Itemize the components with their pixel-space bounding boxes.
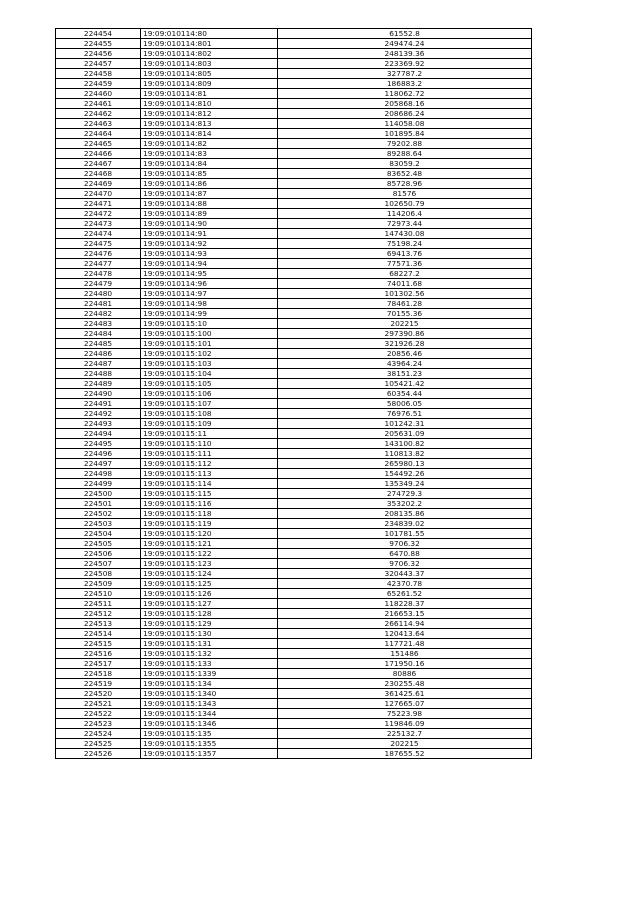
cadastral-number-cell: 19:09:010114:82 <box>141 139 278 149</box>
cadastral-number-cell: 19:09:010114:810 <box>141 99 278 109</box>
cadastral-number-cell: 19:09:010114:814 <box>141 129 278 139</box>
cadastral-number-cell: 19:09:010115:103 <box>141 359 278 369</box>
row-number-cell: 224522 <box>56 709 141 719</box>
row-number-cell: 224476 <box>56 249 141 259</box>
table-row <box>56 59 532 69</box>
cadastral-number-cell: 19:09:010115:105 <box>141 379 278 389</box>
value-cell: 135349.24 <box>278 479 532 489</box>
table-row <box>56 79 532 89</box>
value-cell: 208686.24 <box>278 109 532 119</box>
value-cell: 117721.48 <box>278 639 532 649</box>
table-row <box>56 619 532 629</box>
row-number-cell: 224468 <box>56 169 141 179</box>
value-cell: 114058.08 <box>278 119 532 129</box>
row-number-cell: 224485 <box>56 339 141 349</box>
table-row <box>56 319 532 329</box>
value-cell: 78461.28 <box>278 299 532 309</box>
cadastral-number-cell: 19:09:010115:131 <box>141 639 278 649</box>
value-cell: 101302.56 <box>278 289 532 299</box>
table-row <box>56 189 532 199</box>
table-row <box>56 279 532 289</box>
value-cell: 6470.88 <box>278 549 532 559</box>
value-cell: 70155.36 <box>278 309 532 319</box>
cadastral-number-cell: 19:09:010114:94 <box>141 259 278 269</box>
table-row <box>56 739 532 749</box>
value-cell: 186883.2 <box>278 79 532 89</box>
row-number-cell: 224492 <box>56 409 141 419</box>
value-cell: 127665.07 <box>278 699 532 709</box>
row-number-cell: 224462 <box>56 109 141 119</box>
table-row <box>56 349 532 359</box>
table-row <box>56 429 532 439</box>
cadastral-number-cell: 19:09:010115:127 <box>141 599 278 609</box>
cadastral-number-cell: 19:09:010114:92 <box>141 239 278 249</box>
value-cell: 120413.64 <box>278 629 532 639</box>
table-row <box>56 529 532 539</box>
cadastral-number-cell: 19:09:010115:129 <box>141 619 278 629</box>
row-number-cell: 224518 <box>56 669 141 679</box>
table-row <box>56 409 532 419</box>
row-number-cell: 224484 <box>56 329 141 339</box>
row-number-cell: 224501 <box>56 499 141 509</box>
row-number-cell: 224488 <box>56 369 141 379</box>
value-cell: 110813.82 <box>278 449 532 459</box>
table-row <box>56 639 532 649</box>
cadastral-number-cell: 19:09:010115:113 <box>141 469 278 479</box>
row-number-cell: 224505 <box>56 539 141 549</box>
cadastral-number-cell: 19:09:010115:123 <box>141 559 278 569</box>
cadastral-number-cell: 19:09:010115:126 <box>141 589 278 599</box>
value-cell: 60354.44 <box>278 389 532 399</box>
row-number-cell: 224474 <box>56 229 141 239</box>
row-number-cell: 224495 <box>56 439 141 449</box>
value-cell: 202215 <box>278 739 532 749</box>
row-number-cell: 224458 <box>56 69 141 79</box>
value-cell: 76976.51 <box>278 409 532 419</box>
value-cell: 119846.09 <box>278 719 532 729</box>
row-number-cell: 224470 <box>56 189 141 199</box>
value-cell: 154492.26 <box>278 469 532 479</box>
cadastral-number-cell: 19:09:010114:98 <box>141 299 278 309</box>
value-cell: 69413.76 <box>278 249 532 259</box>
table-row <box>56 139 532 149</box>
row-number-cell: 224496 <box>56 449 141 459</box>
table-row <box>56 229 532 239</box>
value-cell: 83059.2 <box>278 159 532 169</box>
row-number-cell: 224510 <box>56 589 141 599</box>
value-cell: 79202.88 <box>278 139 532 149</box>
cadastral-number-cell: 19:09:010115:1343 <box>141 699 278 709</box>
table-row <box>56 159 532 169</box>
table-row <box>56 549 532 559</box>
row-number-cell: 224454 <box>56 29 141 39</box>
value-cell: 101781.55 <box>278 529 532 539</box>
cadastral-number-cell: 19:09:010114:803 <box>141 59 278 69</box>
value-cell: 118228.37 <box>278 599 532 609</box>
table-row <box>56 129 532 139</box>
table-row <box>56 599 532 609</box>
cadastral-number-cell: 19:09:010115:108 <box>141 409 278 419</box>
table-row <box>56 649 532 659</box>
table-row <box>56 729 532 739</box>
row-number-cell: 224502 <box>56 509 141 519</box>
table-row <box>56 269 532 279</box>
row-number-cell: 224481 <box>56 299 141 309</box>
cadastral-number-cell: 19:09:010115:100 <box>141 329 278 339</box>
cadastral-number-cell: 19:09:010115:114 <box>141 479 278 489</box>
table-row <box>56 419 532 429</box>
row-number-cell: 224457 <box>56 59 141 69</box>
row-number-cell: 224513 <box>56 619 141 629</box>
cadastral-number-cell: 19:09:010115:104 <box>141 369 278 379</box>
row-number-cell: 224504 <box>56 529 141 539</box>
table-row <box>56 609 532 619</box>
table-row <box>56 559 532 569</box>
cadastral-number-cell: 19:09:010115:135 <box>141 729 278 739</box>
row-number-cell: 224478 <box>56 269 141 279</box>
row-number-cell: 224466 <box>56 149 141 159</box>
table-row <box>56 69 532 79</box>
cadastral-number-cell: 19:09:010115:122 <box>141 549 278 559</box>
value-cell: 9706.32 <box>278 539 532 549</box>
table-row <box>56 389 532 399</box>
table-row <box>56 459 532 469</box>
row-number-cell: 224509 <box>56 579 141 589</box>
cadastral-number-cell: 19:09:010114:99 <box>141 309 278 319</box>
cadastral-number-cell: 19:09:010115:1340 <box>141 689 278 699</box>
cadastral-number-cell: 19:09:010115:11 <box>141 429 278 439</box>
value-cell: 74011.68 <box>278 279 532 289</box>
cadastral-number-cell: 19:09:010114:809 <box>141 79 278 89</box>
cadastral-number-cell: 19:09:010114:813 <box>141 119 278 129</box>
cadastral-number-cell: 19:09:010115:116 <box>141 499 278 509</box>
value-cell: 89288.64 <box>278 149 532 159</box>
row-number-cell: 224489 <box>56 379 141 389</box>
row-number-cell: 224472 <box>56 209 141 219</box>
value-cell: 361425.61 <box>278 689 532 699</box>
value-cell: 77571.36 <box>278 259 532 269</box>
data-table <box>55 28 532 759</box>
cadastral-number-cell: 19:09:010115:121 <box>141 539 278 549</box>
value-cell: 43964.24 <box>278 359 532 369</box>
value-cell: 248139.36 <box>278 49 532 59</box>
cadastral-number-cell: 19:09:010115:118 <box>141 509 278 519</box>
table-row <box>56 669 532 679</box>
table-row <box>56 169 532 179</box>
row-number-cell: 224500 <box>56 489 141 499</box>
value-cell: 38151.23 <box>278 369 532 379</box>
cadastral-number-cell: 19:09:010115:128 <box>141 609 278 619</box>
cadastral-number-cell: 19:09:010114:86 <box>141 179 278 189</box>
row-number-cell: 224459 <box>56 79 141 89</box>
row-number-cell: 224482 <box>56 309 141 319</box>
cadastral-number-cell: 19:09:010115:101 <box>141 339 278 349</box>
table-row <box>56 329 532 339</box>
value-cell: 353202.2 <box>278 499 532 509</box>
table-row <box>56 39 532 49</box>
row-number-cell: 224519 <box>56 679 141 689</box>
table-row <box>56 149 532 159</box>
table-row <box>56 469 532 479</box>
table-row <box>56 119 532 129</box>
row-number-cell: 224507 <box>56 559 141 569</box>
table-row <box>56 699 532 709</box>
row-number-cell: 224521 <box>56 699 141 709</box>
row-number-cell: 224506 <box>56 549 141 559</box>
value-cell: 205868.16 <box>278 99 532 109</box>
table-row <box>56 99 532 109</box>
table-row <box>56 399 532 409</box>
row-number-cell: 224526 <box>56 749 141 759</box>
table-body <box>56 29 532 759</box>
table-row <box>56 209 532 219</box>
table-row <box>56 689 532 699</box>
table-row <box>56 629 532 639</box>
cadastral-number-cell: 19:09:010114:801 <box>141 39 278 49</box>
value-cell: 187655.52 <box>278 749 532 759</box>
value-cell: 80886 <box>278 669 532 679</box>
value-cell: 75198.24 <box>278 239 532 249</box>
cadastral-number-cell: 19:09:010114:85 <box>141 169 278 179</box>
cadastral-number-cell: 19:09:010115:111 <box>141 449 278 459</box>
table-row <box>56 49 532 59</box>
row-number-cell: 224464 <box>56 129 141 139</box>
table-row <box>56 249 532 259</box>
row-number-cell: 224469 <box>56 179 141 189</box>
row-number-cell: 224483 <box>56 319 141 329</box>
row-number-cell: 224499 <box>56 479 141 489</box>
cadastral-number-cell: 19:09:010115:107 <box>141 399 278 409</box>
cadastral-number-cell: 19:09:010115:1344 <box>141 709 278 719</box>
cadastral-number-cell: 19:09:010115:134 <box>141 679 278 689</box>
cadastral-number-cell: 19:09:010114:96 <box>141 279 278 289</box>
table-row <box>56 569 532 579</box>
cadastral-number-cell: 19:09:010114:812 <box>141 109 278 119</box>
value-cell: 101242.31 <box>278 419 532 429</box>
cadastral-number-cell: 19:09:010114:95 <box>141 269 278 279</box>
value-cell: 75223.98 <box>278 709 532 719</box>
cadastral-number-cell: 19:09:010114:89 <box>141 209 278 219</box>
cadastral-number-cell: 19:09:010114:81 <box>141 89 278 99</box>
row-number-cell: 224463 <box>56 119 141 129</box>
row-number-cell: 224493 <box>56 419 141 429</box>
value-cell: 205631.09 <box>278 429 532 439</box>
row-number-cell: 224487 <box>56 359 141 369</box>
row-number-cell: 224525 <box>56 739 141 749</box>
table-row <box>56 379 532 389</box>
row-number-cell: 224520 <box>56 689 141 699</box>
value-cell: 202215 <box>278 319 532 329</box>
cadastral-number-cell: 19:09:010115:119 <box>141 519 278 529</box>
cadastral-number-cell: 19:09:010115:124 <box>141 569 278 579</box>
table-row <box>56 219 532 229</box>
row-number-cell: 224477 <box>56 259 141 269</box>
cadastral-number-cell: 19:09:010114:87 <box>141 189 278 199</box>
table-row <box>56 179 532 189</box>
cadastral-number-cell: 19:09:010114:80 <box>141 29 278 39</box>
row-number-cell: 224465 <box>56 139 141 149</box>
table-row <box>56 439 532 449</box>
value-cell: 81576 <box>278 189 532 199</box>
cadastral-number-cell: 19:09:010115:106 <box>141 389 278 399</box>
row-number-cell: 224480 <box>56 289 141 299</box>
value-cell: 68227.2 <box>278 269 532 279</box>
row-number-cell: 224491 <box>56 399 141 409</box>
row-number-cell: 224456 <box>56 49 141 59</box>
row-number-cell: 224514 <box>56 629 141 639</box>
cadastral-number-cell: 19:09:010115:130 <box>141 629 278 639</box>
row-number-cell: 224461 <box>56 99 141 109</box>
row-number-cell: 224455 <box>56 39 141 49</box>
value-cell: 143100.82 <box>278 439 532 449</box>
row-number-cell: 224498 <box>56 469 141 479</box>
value-cell: 42370.78 <box>278 579 532 589</box>
cadastral-number-cell: 19:09:010114:97 <box>141 289 278 299</box>
value-cell: 230255.48 <box>278 679 532 689</box>
table-row <box>56 709 532 719</box>
value-cell: 327787.2 <box>278 69 532 79</box>
table-row <box>56 749 532 759</box>
value-cell: 320443.37 <box>278 569 532 579</box>
value-cell: 147430.08 <box>278 229 532 239</box>
cadastral-number-cell: 19:09:010114:805 <box>141 69 278 79</box>
row-number-cell: 224508 <box>56 569 141 579</box>
table-row <box>56 499 532 509</box>
cadastral-number-cell: 19:09:010114:84 <box>141 159 278 169</box>
cadastral-number-cell: 19:09:010114:90 <box>141 219 278 229</box>
row-number-cell: 224490 <box>56 389 141 399</box>
row-number-cell: 224517 <box>56 659 141 669</box>
value-cell: 274729.3 <box>278 489 532 499</box>
cadastral-number-cell: 19:09:010115:109 <box>141 419 278 429</box>
value-cell: 266114.94 <box>278 619 532 629</box>
row-number-cell: 224512 <box>56 609 141 619</box>
row-number-cell: 224471 <box>56 199 141 209</box>
value-cell: 265980.13 <box>278 459 532 469</box>
table-row <box>56 239 532 249</box>
table-row <box>56 289 532 299</box>
cadastral-number-cell: 19:09:010115:1357 <box>141 749 278 759</box>
value-cell: 105421.42 <box>278 379 532 389</box>
value-cell: 9706.32 <box>278 559 532 569</box>
row-number-cell: 224467 <box>56 159 141 169</box>
table-row <box>56 489 532 499</box>
row-number-cell: 224473 <box>56 219 141 229</box>
row-number-cell: 224524 <box>56 729 141 739</box>
value-cell: 151486 <box>278 649 532 659</box>
row-number-cell: 224497 <box>56 459 141 469</box>
value-cell: 61552.8 <box>278 29 532 39</box>
value-cell: 216653.15 <box>278 609 532 619</box>
table-row <box>56 199 532 209</box>
row-number-cell: 224486 <box>56 349 141 359</box>
row-number-cell: 224511 <box>56 599 141 609</box>
cadastral-number-cell: 19:09:010114:93 <box>141 249 278 259</box>
table-row <box>56 719 532 729</box>
value-cell: 114206.4 <box>278 209 532 219</box>
value-cell: 225132.7 <box>278 729 532 739</box>
table-row <box>56 259 532 269</box>
table-row <box>56 339 532 349</box>
table-row <box>56 299 532 309</box>
row-number-cell: 224494 <box>56 429 141 439</box>
cadastral-number-cell: 19:09:010115:1346 <box>141 719 278 729</box>
cadastral-number-cell: 19:09:010115:10 <box>141 319 278 329</box>
row-number-cell: 224516 <box>56 649 141 659</box>
value-cell: 65261.52 <box>278 589 532 599</box>
table-row <box>56 579 532 589</box>
table-row <box>56 509 532 519</box>
cadastral-number-cell: 19:09:010114:91 <box>141 229 278 239</box>
value-cell: 223369.92 <box>278 59 532 69</box>
cadastral-number-cell: 19:09:010114:88 <box>141 199 278 209</box>
row-number-cell: 224460 <box>56 89 141 99</box>
cadastral-number-cell: 19:09:010115:125 <box>141 579 278 589</box>
cadastral-number-cell: 19:09:010115:132 <box>141 649 278 659</box>
table-row <box>56 109 532 119</box>
value-cell: 83652.48 <box>278 169 532 179</box>
table-row <box>56 659 532 669</box>
value-cell: 85728.96 <box>278 179 532 189</box>
cadastral-number-cell: 19:09:010115:115 <box>141 489 278 499</box>
value-cell: 72973.44 <box>278 219 532 229</box>
table-row <box>56 309 532 319</box>
row-number-cell: 224503 <box>56 519 141 529</box>
value-cell: 234839.02 <box>278 519 532 529</box>
cadastral-number-cell: 19:09:010115:112 <box>141 459 278 469</box>
cadastral-number-cell: 19:09:010115:110 <box>141 439 278 449</box>
table-row <box>56 539 532 549</box>
table-row <box>56 479 532 489</box>
row-number-cell: 224523 <box>56 719 141 729</box>
table-row <box>56 679 532 689</box>
value-cell: 102650.79 <box>278 199 532 209</box>
value-cell: 118062.72 <box>278 89 532 99</box>
value-cell: 171950.16 <box>278 659 532 669</box>
table-row <box>56 359 532 369</box>
cadastral-number-cell: 19:09:010114:802 <box>141 49 278 59</box>
table-row <box>56 89 532 99</box>
value-cell: 321926.28 <box>278 339 532 349</box>
value-cell: 208135.86 <box>278 509 532 519</box>
table-row <box>56 369 532 379</box>
value-cell: 249474.24 <box>278 39 532 49</box>
table-row <box>56 589 532 599</box>
table-row <box>56 449 532 459</box>
cadastral-number-cell: 19:09:010115:133 <box>141 659 278 669</box>
cadastral-number-cell: 19:09:010114:83 <box>141 149 278 159</box>
value-cell: 20856.46 <box>278 349 532 359</box>
value-cell: 58006.05 <box>278 399 532 409</box>
value-cell: 101895.84 <box>278 129 532 139</box>
cadastral-number-cell: 19:09:010115:1339 <box>141 669 278 679</box>
row-number-cell: 224475 <box>56 239 141 249</box>
value-cell: 297390.86 <box>278 329 532 339</box>
table-row <box>56 519 532 529</box>
cadastral-number-cell: 19:09:010115:120 <box>141 529 278 539</box>
cadastral-number-cell: 19:09:010115:102 <box>141 349 278 359</box>
row-number-cell: 224515 <box>56 639 141 649</box>
row-number-cell: 224479 <box>56 279 141 289</box>
table-row <box>56 29 532 39</box>
cadastral-number-cell: 19:09:010115:1355 <box>141 739 278 749</box>
